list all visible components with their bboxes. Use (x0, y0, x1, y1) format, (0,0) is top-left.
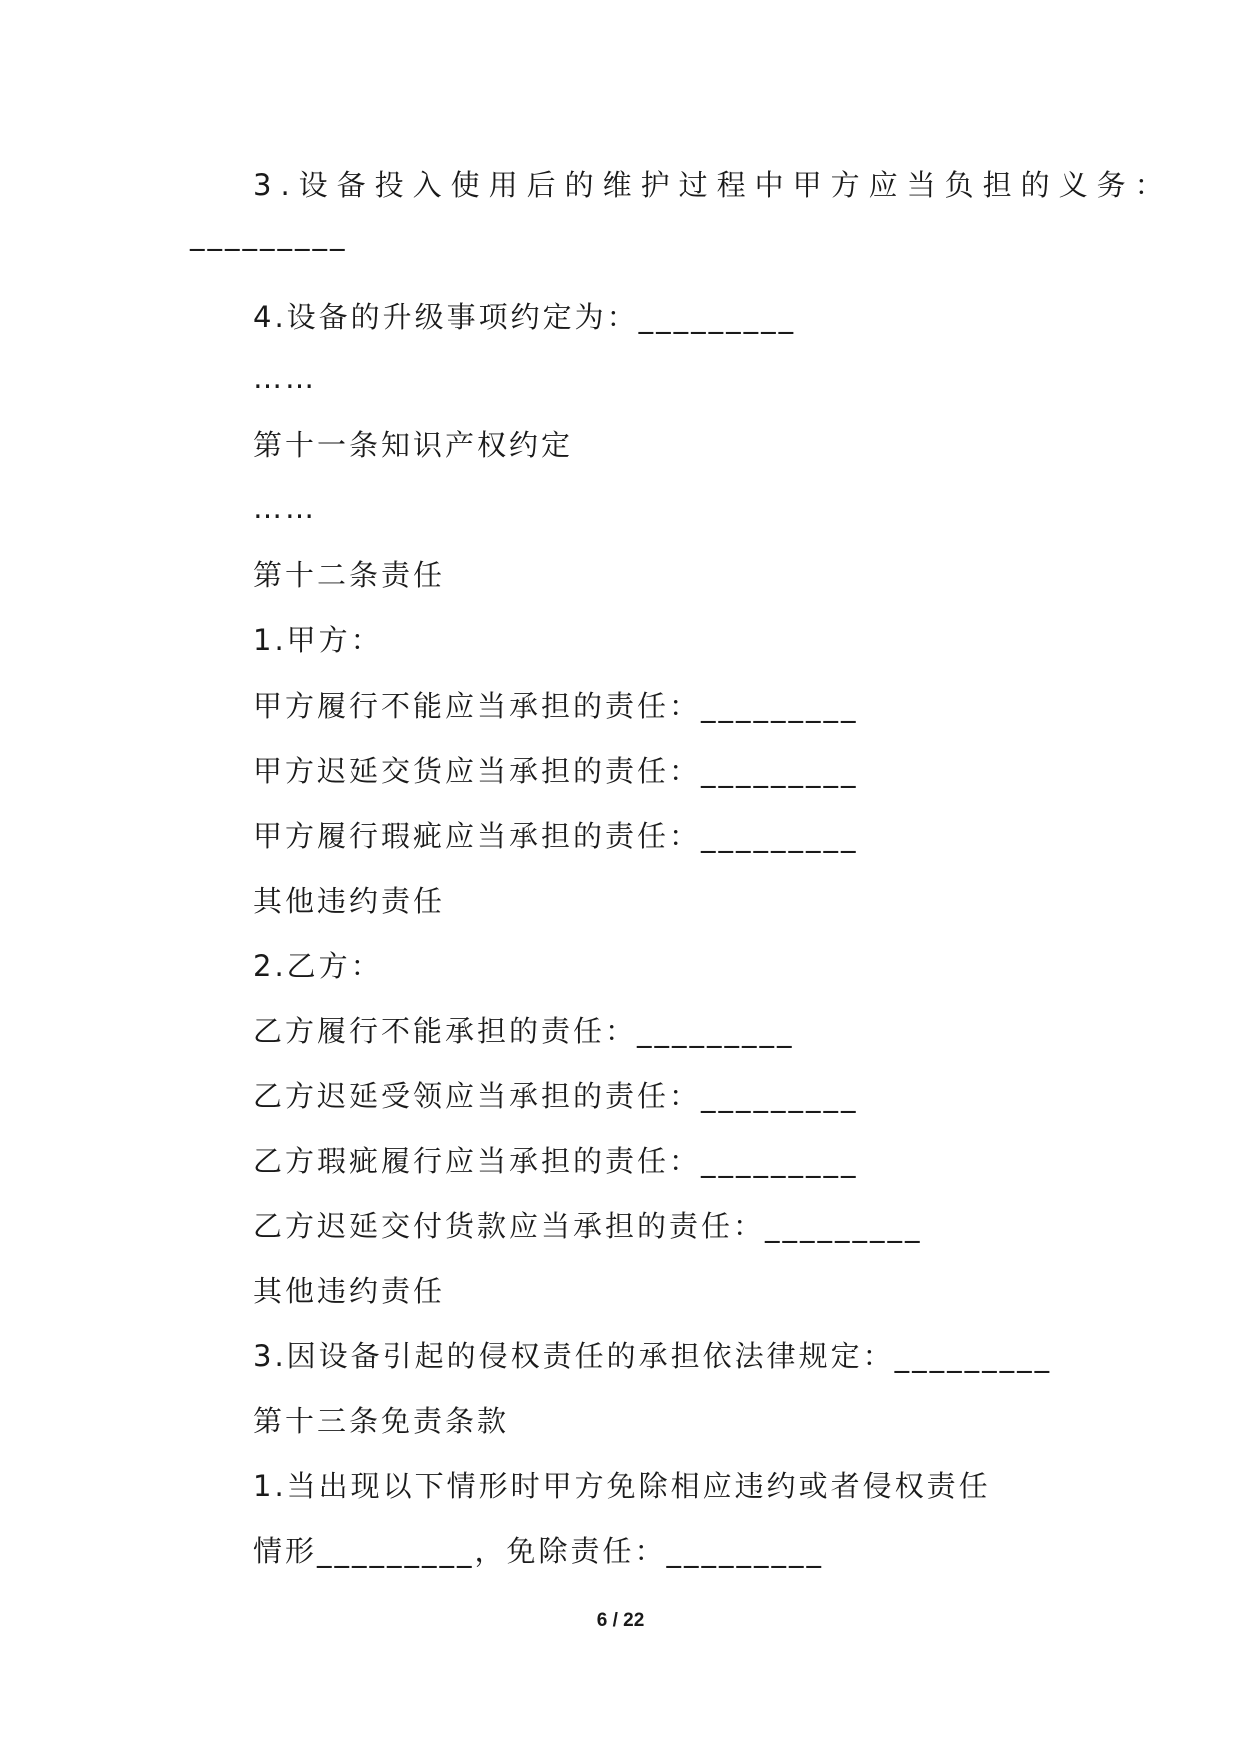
ellipsis-1: …… (253, 361, 317, 395)
party-b-late-payment: 乙方迟延交付货款应当承担的责任：_________ (253, 1209, 923, 1243)
exemption-item-1: 1.当出现以下情形时甲方免除相应违约或者侵权责任 (253, 1469, 991, 1503)
party-a-heading: 1.甲方： (253, 623, 383, 657)
tort-liability-item: 3.因设备引起的侵权责任的承担依法律规定：_________ (253, 1339, 1053, 1373)
party-a-other-breach: 其他违约责任 (253, 884, 446, 918)
party-b-late-acceptance: 乙方迟延受领应当承担的责任：_________ (253, 1079, 859, 1113)
clause-10-item-3: 3.设备投入使用后的维护过程中甲方应当负担的义务： (253, 168, 1173, 202)
clause-10-item-4: 4.设备的升级事项约定为：_________ (253, 300, 797, 334)
clause-13-heading: 第十三条免责条款 (253, 1404, 510, 1438)
party-a-nonperformance: 甲方履行不能应当承担的责任：_________ (253, 689, 859, 723)
party-b-defective-performance: 乙方瑕疵履行应当承担的责任：_________ (253, 1144, 859, 1178)
clause-12-heading: 第十二条责任 (253, 558, 446, 592)
exemption-situation: 情形_________，免除责任：_________ (253, 1534, 825, 1568)
party-b-other-breach: 其他违约责任 (253, 1274, 446, 1308)
party-a-defective-performance: 甲方履行瑕疵应当承担的责任：_________ (253, 819, 859, 853)
party-a-late-delivery: 甲方迟延交货应当承担的责任：_________ (253, 754, 859, 788)
party-b-nonperformance: 乙方履行不能承担的责任：_________ (253, 1014, 795, 1048)
page-number: 6 / 22 (596, 1610, 645, 1631)
party-b-heading: 2.乙方： (253, 949, 383, 983)
clause-11-heading: 第十一条知识产权约定 (253, 428, 574, 462)
ellipsis-2: …… (253, 491, 317, 525)
clause-10-item-3-blank: _________ (190, 217, 348, 251)
